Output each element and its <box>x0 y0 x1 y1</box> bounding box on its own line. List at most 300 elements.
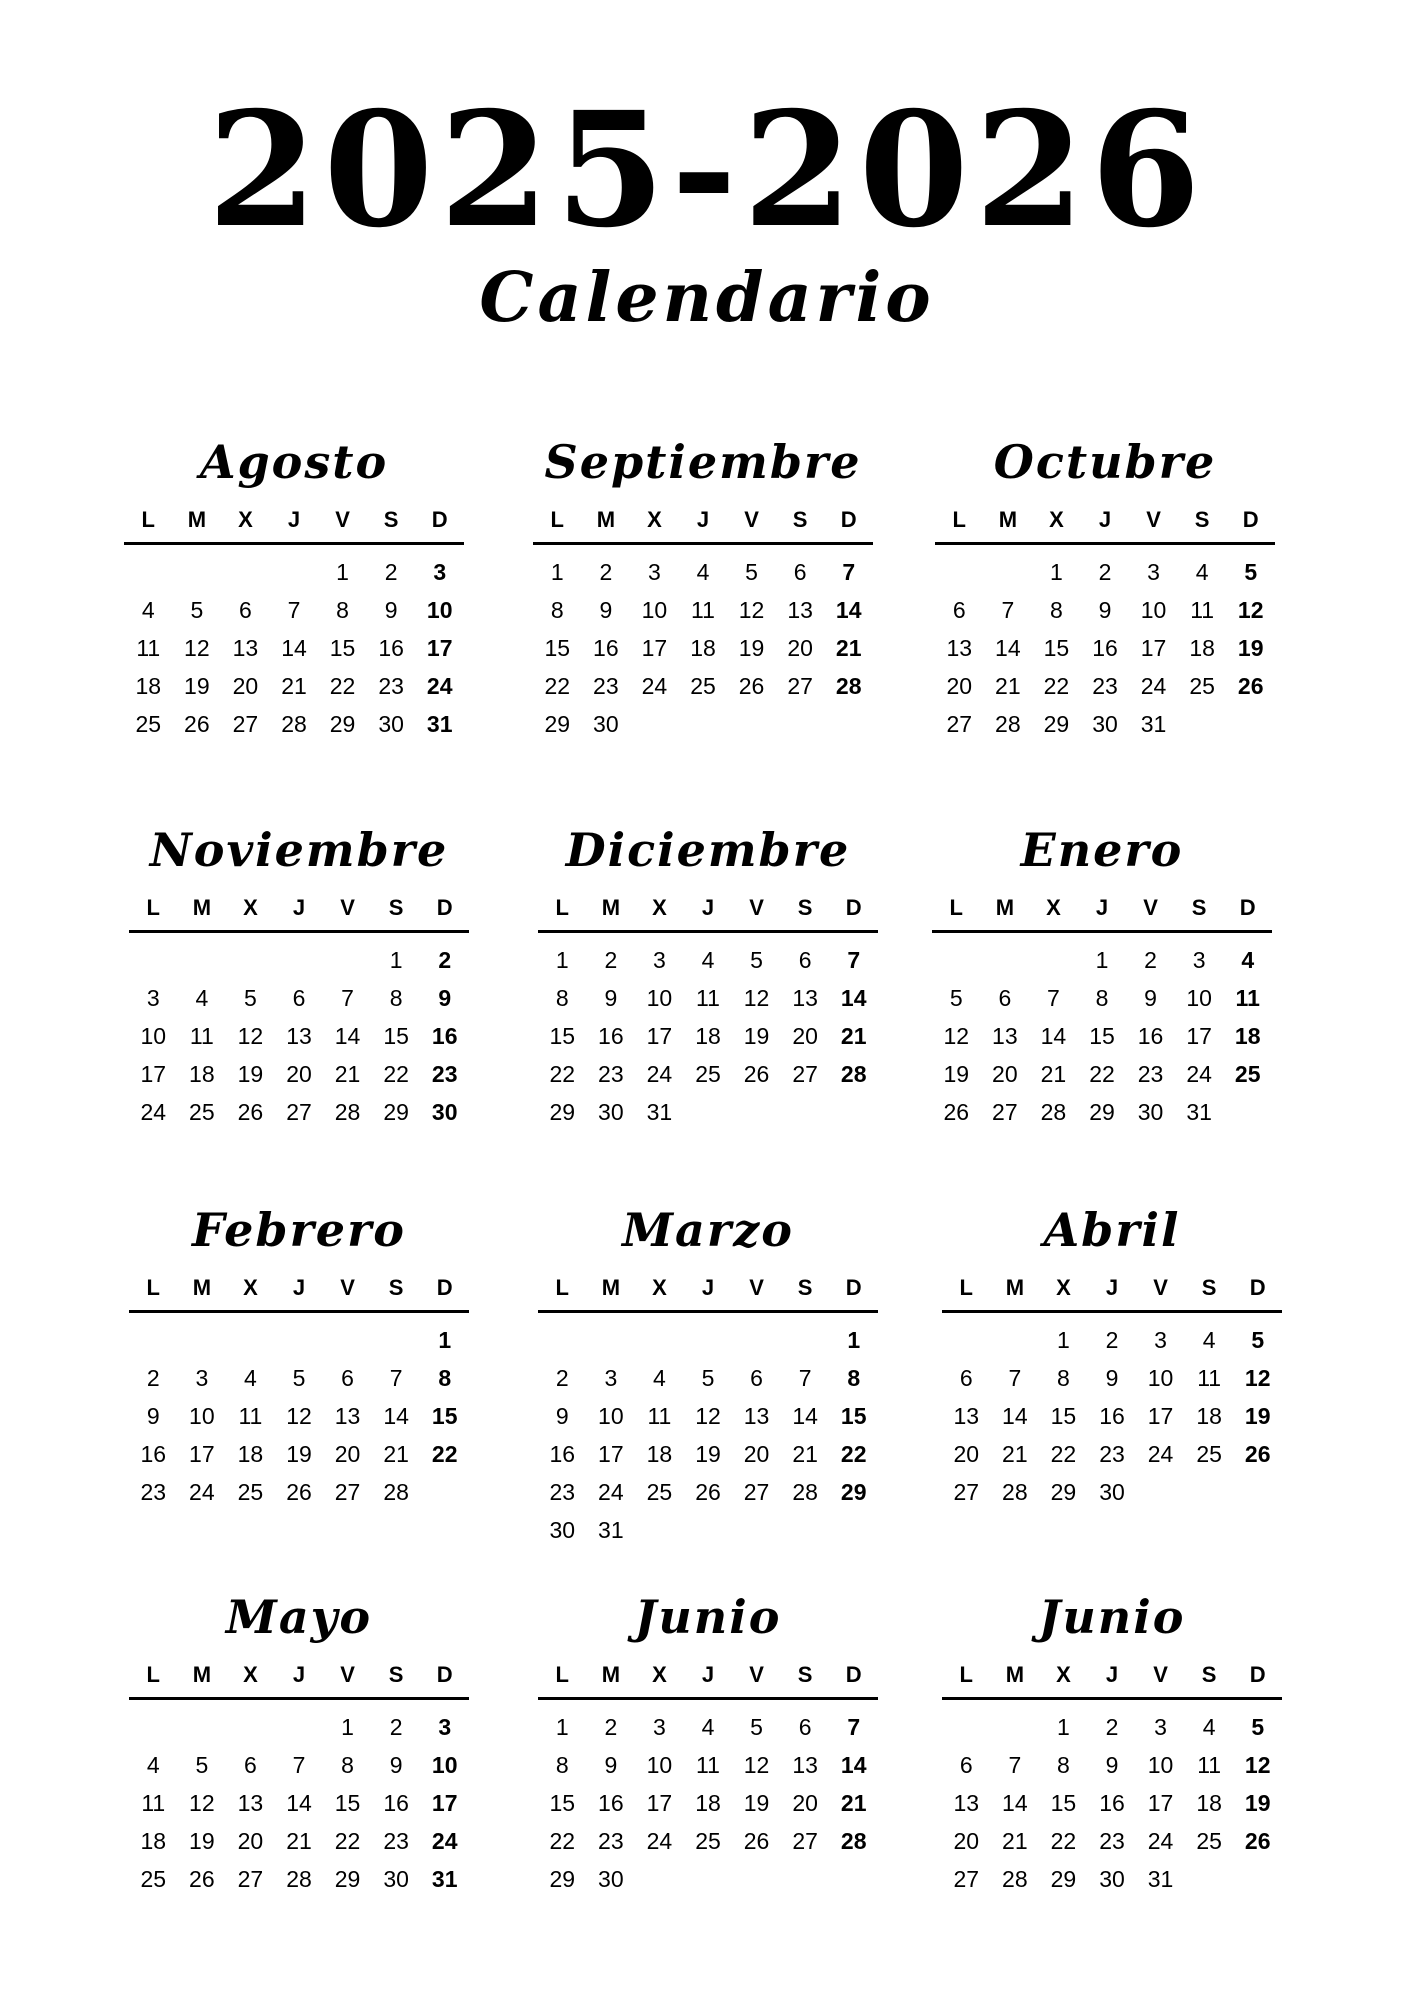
day-empty <box>323 941 372 979</box>
day-cell: 18 <box>646 1441 673 1467</box>
weekday-label: X <box>1056 1275 1071 1300</box>
day-cell: 23 <box>1092 673 1118 699</box>
weekday-label: L <box>555 1275 569 1300</box>
day-cell-sunday: 19 <box>1244 1403 1271 1429</box>
day-empty <box>538 1321 587 1359</box>
day-cell: 28 <box>995 711 1021 737</box>
day-cell: 7 <box>1008 1365 1022 1391</box>
day-cell: 20 <box>237 1828 264 1854</box>
day-empty <box>932 941 981 979</box>
month-enero <box>932 820 1272 1131</box>
day-cell-sunday: 8 <box>438 1365 452 1391</box>
day-cell-sunday: 11 <box>1235 985 1260 1011</box>
weekday-label: J <box>696 507 710 532</box>
month-junio <box>538 1587 878 1898</box>
weekday-label: D <box>436 895 453 920</box>
weekday-label: M <box>601 1275 621 1300</box>
day-cell: 18 <box>135 673 162 699</box>
day-cell-sunday: 1 <box>438 1327 452 1353</box>
day-grid <box>935 553 1275 743</box>
day-cell-sunday: 15 <box>840 1403 867 1429</box>
day-cell: 15 <box>1089 1023 1115 1049</box>
day-cell: 29 <box>544 711 571 737</box>
day-cell: 22 <box>549 1828 576 1854</box>
day-empty <box>226 941 275 979</box>
day-cell: 8 <box>555 985 569 1011</box>
day-cell: 2 <box>1105 1714 1119 1740</box>
weekday-header <box>129 894 469 933</box>
weekday-label: L <box>146 1662 160 1687</box>
day-cell: 15 <box>549 1023 576 1049</box>
day-cell: 11 <box>238 1403 263 1429</box>
weekday-label: D <box>1249 1275 1266 1300</box>
weekday-label: S <box>797 1662 813 1687</box>
day-cell: 13 <box>743 1403 770 1429</box>
day-cell-sunday: 14 <box>835 597 862 623</box>
day-cell: 2 <box>389 1714 403 1740</box>
day-cell: 13 <box>946 635 973 661</box>
month-agosto <box>124 432 464 743</box>
day-cell: 4 <box>195 985 209 1011</box>
page-subtitle: Calendario <box>479 258 935 338</box>
day-cell: 6 <box>244 1752 257 1778</box>
day-cell: 20 <box>792 1790 818 1816</box>
day-empty <box>684 1321 733 1359</box>
day-cell: 24 <box>1147 1828 1174 1854</box>
month-octubre <box>935 432 1275 743</box>
day-cell: 30 <box>598 1866 624 1892</box>
day-cell: 12 <box>189 1790 215 1816</box>
day-cell: 4 <box>244 1365 257 1391</box>
day-cell: 28 <box>286 1866 312 1892</box>
day-cell: 1 <box>389 947 403 973</box>
day-empty <box>587 1321 636 1359</box>
day-empty <box>270 553 319 591</box>
weekday-label: L <box>146 1275 160 1300</box>
day-cell-sunday: 31 <box>426 711 453 737</box>
day-cell: 19 <box>943 1061 970 1087</box>
day-cell: 27 <box>237 1866 264 1892</box>
weekday-label: X <box>652 1275 667 1300</box>
day-cell: 8 <box>555 1752 569 1778</box>
day-cell: 7 <box>292 1752 306 1778</box>
day-cell: 19 <box>738 635 765 661</box>
day-cell: 11 <box>1190 597 1215 623</box>
day-cell-sunday: 28 <box>840 1828 867 1854</box>
month-name: Mayo <box>225 1590 373 1644</box>
weekday-label: J <box>1098 507 1112 532</box>
day-empty <box>178 941 227 979</box>
weekday-label: V <box>749 1662 764 1687</box>
day-cell: 31 <box>1186 1099 1212 1125</box>
day-cell: 24 <box>1186 1061 1212 1087</box>
weekday-label: V <box>744 507 759 532</box>
day-cell: 25 <box>189 1099 215 1125</box>
day-cell-sunday: 24 <box>431 1828 458 1854</box>
day-cell: 4 <box>701 947 715 973</box>
day-cell: 17 <box>140 1061 167 1087</box>
day-cell-sunday: 3 <box>438 1714 452 1740</box>
day-cell: 29 <box>1050 1479 1077 1505</box>
day-cell: 17 <box>646 1023 673 1049</box>
day-cell: 9 <box>604 1752 618 1778</box>
day-cell-sunday: 8 <box>847 1365 861 1391</box>
day-cell: 8 <box>1050 597 1063 623</box>
day-cell: 16 <box>549 1441 576 1467</box>
day-cell: 5 <box>195 1752 209 1778</box>
weekday-header <box>935 506 1275 545</box>
day-cell: 10 <box>1147 1365 1174 1391</box>
day-cell: 29 <box>329 711 356 737</box>
day-cell: 25 <box>140 1866 167 1892</box>
weekday-label: V <box>1146 507 1161 532</box>
day-cell: 9 <box>555 1403 569 1429</box>
month-name: Junio <box>1038 1590 1186 1644</box>
day-cell-sunday: 5 <box>1251 1327 1265 1353</box>
weekday-label: V <box>340 1662 355 1687</box>
day-cell: 6 <box>959 1365 973 1391</box>
weekday-label: M <box>596 507 616 532</box>
day-cell-sunday: 22 <box>431 1441 458 1467</box>
weekday-header <box>942 1274 1282 1313</box>
day-cell: 11 <box>141 1790 166 1816</box>
day-cell: 18 <box>140 1828 167 1854</box>
day-cell: 10 <box>1186 985 1212 1011</box>
day-cell: 11 <box>691 597 715 623</box>
day-cell: 31 <box>598 1517 624 1543</box>
day-cell: 13 <box>334 1403 361 1429</box>
day-cell: 25 <box>1196 1828 1222 1854</box>
month-junio-2 <box>942 1587 1282 1898</box>
day-cell: 22 <box>1050 1828 1077 1854</box>
day-cell: 25 <box>1196 1441 1222 1467</box>
weekday-label: X <box>243 895 258 920</box>
day-cell: 24 <box>641 673 668 699</box>
day-cell: 3 <box>146 985 160 1011</box>
day-cell: 16 <box>383 1790 409 1816</box>
day-cell: 15 <box>1050 1403 1077 1429</box>
day-cell: 28 <box>1002 1866 1028 1892</box>
day-cell-sunday: 26 <box>1237 673 1264 699</box>
day-cell-sunday: 12 <box>1244 1752 1271 1778</box>
day-cell: 30 <box>1099 1866 1125 1892</box>
day-cell: 4 <box>146 1752 160 1778</box>
day-cell-sunday: 26 <box>1244 1828 1271 1854</box>
day-cell: 15 <box>334 1790 361 1816</box>
day-cell: 23 <box>598 1828 624 1854</box>
day-cell: 17 <box>598 1441 624 1467</box>
day-cell-sunday: 7 <box>847 947 861 973</box>
day-cell-sunday: 31 <box>431 1866 458 1892</box>
day-cell: 1 <box>1050 559 1063 585</box>
day-cell: 10 <box>140 1023 167 1049</box>
day-cell: 27 <box>992 1099 1018 1125</box>
weekday-label: X <box>652 1662 667 1687</box>
day-cell: 11 <box>136 635 161 661</box>
day-cell: 5 <box>750 1714 763 1740</box>
day-cell: 10 <box>1147 1752 1174 1778</box>
day-cell: 21 <box>1002 1828 1028 1854</box>
day-cell: 28 <box>334 1099 361 1125</box>
day-cell: 21 <box>1040 1061 1067 1087</box>
day-grid <box>538 1321 878 1549</box>
day-cell: 19 <box>286 1441 312 1467</box>
day-empty <box>173 553 222 591</box>
weekday-header <box>538 1274 878 1313</box>
day-cell: 12 <box>743 985 770 1011</box>
day-cell: 14 <box>1002 1790 1028 1816</box>
day-cell: 18 <box>695 1790 721 1816</box>
day-cell: 14 <box>281 635 307 661</box>
day-cell: 12 <box>943 1023 970 1049</box>
day-cell-sunday: 29 <box>840 1479 867 1505</box>
day-cell: 1 <box>341 1714 354 1740</box>
weekday-label: D <box>436 1662 453 1687</box>
day-cell: 19 <box>237 1061 264 1087</box>
day-cell: 5 <box>949 985 963 1011</box>
day-cell-sunday: 28 <box>840 1061 867 1087</box>
weekday-header <box>129 1274 469 1313</box>
day-empty <box>372 1321 421 1359</box>
day-cell: 10 <box>189 1403 215 1429</box>
day-cell: 16 <box>140 1441 167 1467</box>
day-cell: 6 <box>239 597 252 623</box>
day-cell: 2 <box>555 1365 569 1391</box>
weekday-label: J <box>287 507 301 532</box>
day-cell: 9 <box>604 985 618 1011</box>
day-cell: 4 <box>696 559 710 585</box>
day-cell: 22 <box>1043 673 1070 699</box>
day-cell: 24 <box>1147 1441 1174 1467</box>
day-empty <box>942 1708 991 1746</box>
day-cell: 14 <box>383 1403 409 1429</box>
month-name: Abril <box>1043 1203 1181 1257</box>
day-cell: 7 <box>1047 985 1060 1011</box>
weekday-label: L <box>141 507 155 532</box>
day-cell: 24 <box>1140 673 1167 699</box>
day-empty <box>635 1321 684 1359</box>
day-cell: 3 <box>1147 559 1160 585</box>
day-cell-sunday: 5 <box>1244 559 1258 585</box>
day-cell: 26 <box>286 1479 312 1505</box>
weekday-label: S <box>797 895 813 920</box>
day-cell: 21 <box>281 673 307 699</box>
weekday-header <box>538 894 878 933</box>
day-cell: 10 <box>641 597 668 623</box>
day-cell: 23 <box>383 1828 409 1854</box>
day-cell: 30 <box>593 711 619 737</box>
weekday-label: J <box>1095 895 1109 920</box>
day-cell: 22 <box>1050 1441 1077 1467</box>
day-cell: 18 <box>695 1023 721 1049</box>
day-cell: 3 <box>648 559 661 585</box>
day-cell: 18 <box>1189 635 1215 661</box>
day-cell: 13 <box>237 1790 264 1816</box>
day-cell: 13 <box>787 597 813 623</box>
day-cell: 5 <box>292 1365 306 1391</box>
weekday-label: L <box>959 1275 973 1300</box>
weekday-label: M <box>192 1662 212 1687</box>
day-empty <box>221 553 270 591</box>
day-cell: 20 <box>792 1023 818 1049</box>
day-cell: 9 <box>599 597 613 623</box>
day-cell: 13 <box>792 1752 818 1778</box>
day-cell: 17 <box>646 1790 673 1816</box>
day-grid <box>533 553 873 743</box>
day-cell: 24 <box>598 1479 624 1505</box>
day-cell: 18 <box>690 635 716 661</box>
day-cell: 23 <box>549 1479 576 1505</box>
day-cell-sunday: 10 <box>426 597 453 623</box>
day-cell: 1 <box>1057 1327 1070 1353</box>
day-grid <box>129 941 469 1131</box>
day-cell-sunday: 25 <box>1234 1061 1261 1087</box>
day-cell: 26 <box>184 711 210 737</box>
day-cell: 25 <box>135 711 162 737</box>
day-cell: 31 <box>646 1099 673 1125</box>
day-cell: 20 <box>787 635 813 661</box>
day-cell: 16 <box>598 1023 624 1049</box>
day-cell: 28 <box>792 1479 818 1505</box>
day-cell: 21 <box>792 1441 818 1467</box>
day-cell: 20 <box>946 673 973 699</box>
day-cell: 4 <box>1202 1714 1216 1740</box>
weekday-label: S <box>388 1275 404 1300</box>
day-cell: 26 <box>743 1061 770 1087</box>
weekday-label: V <box>749 895 764 920</box>
day-cell: 7 <box>287 597 301 623</box>
day-cell: 11 <box>189 1023 214 1049</box>
day-cell: 29 <box>1043 711 1070 737</box>
day-cell: 12 <box>695 1403 721 1429</box>
month-septiembre <box>533 432 873 743</box>
day-cell: 21 <box>286 1828 312 1854</box>
day-cell: 20 <box>992 1061 1018 1087</box>
day-cell: 7 <box>1008 1752 1022 1778</box>
weekday-label: D <box>845 1662 862 1687</box>
day-cell: 10 <box>598 1403 624 1429</box>
day-cell: 31 <box>1147 1866 1174 1892</box>
day-cell: 13 <box>953 1790 980 1816</box>
day-cell: 30 <box>378 711 404 737</box>
weekday-label: V <box>340 1275 355 1300</box>
day-cell: 29 <box>549 1866 576 1892</box>
day-cell: 25 <box>690 673 716 699</box>
weekday-label: X <box>652 895 667 920</box>
weekday-label: L <box>949 895 963 920</box>
day-cell: 27 <box>232 711 259 737</box>
day-cell: 10 <box>1140 597 1167 623</box>
weekday-label: J <box>292 895 306 920</box>
day-cell: 5 <box>745 559 758 585</box>
day-empty <box>124 553 173 591</box>
day-cell: 9 <box>1105 1365 1119 1391</box>
weekday-label: D <box>845 895 862 920</box>
day-cell: 10 <box>646 985 673 1011</box>
day-cell: 13 <box>232 635 259 661</box>
weekday-label: V <box>335 507 350 532</box>
weekday-label: D <box>1242 507 1259 532</box>
month-marzo <box>538 1200 878 1549</box>
day-cell: 8 <box>1095 985 1109 1011</box>
day-cell: 3 <box>1154 1714 1167 1740</box>
day-empty <box>226 1708 275 1746</box>
day-cell-sunday: 4 <box>1241 947 1255 973</box>
day-cell: 6 <box>959 1752 973 1778</box>
day-cell: 19 <box>695 1441 721 1467</box>
day-cell: 30 <box>1099 1479 1125 1505</box>
day-grid <box>129 1708 469 1898</box>
day-cell: 5 <box>244 985 257 1011</box>
day-cell-sunday: 19 <box>1237 635 1264 661</box>
day-empty <box>275 941 324 979</box>
day-cell: 30 <box>383 1866 409 1892</box>
day-cell: 21 <box>1002 1441 1028 1467</box>
day-cell-sunday: 9 <box>438 985 452 1011</box>
day-cell: 11 <box>647 1403 672 1429</box>
weekday-label: L <box>550 507 564 532</box>
day-cell: 20 <box>334 1441 361 1467</box>
day-cell: 22 <box>1089 1061 1115 1087</box>
day-cell: 7 <box>341 985 354 1011</box>
day-cell: 27 <box>953 1866 980 1892</box>
month-noviembre <box>129 820 469 1131</box>
day-empty <box>129 941 178 979</box>
month-febrero <box>129 1200 469 1511</box>
day-cell-sunday: 14 <box>840 1752 867 1778</box>
day-cell-sunday: 14 <box>840 985 867 1011</box>
day-cell: 19 <box>184 673 210 699</box>
day-cell-sunday: 23 <box>431 1061 458 1087</box>
day-cell: 20 <box>232 673 259 699</box>
month-name: Marzo <box>622 1203 794 1257</box>
day-empty <box>781 1321 830 1359</box>
weekday-label: V <box>749 1275 764 1300</box>
day-cell: 2 <box>604 947 618 973</box>
day-cell-sunday: 21 <box>840 1023 867 1049</box>
weekday-label: S <box>797 1275 813 1300</box>
weekday-label: M <box>192 1275 212 1300</box>
weekday-label: D <box>1239 895 1256 920</box>
day-cell: 25 <box>646 1479 673 1505</box>
weekday-header <box>538 1661 878 1700</box>
day-cell: 14 <box>286 1790 312 1816</box>
weekday-label: J <box>1105 1275 1119 1300</box>
day-cell-sunday: 12 <box>1244 1365 1271 1391</box>
day-cell: 1 <box>336 559 349 585</box>
day-cell: 16 <box>1099 1403 1125 1429</box>
day-cell: 22 <box>544 673 571 699</box>
day-cell: 18 <box>189 1061 215 1087</box>
day-cell: 28 <box>383 1479 409 1505</box>
day-grid <box>124 553 464 743</box>
day-cell-sunday: 5 <box>1251 1714 1265 1740</box>
weekday-label: X <box>647 507 662 532</box>
weekday-header <box>533 506 873 545</box>
day-cell-sunday: 2 <box>438 947 452 973</box>
weekday-label: D <box>436 1275 453 1300</box>
day-cell: 12 <box>738 597 765 623</box>
day-cell: 23 <box>1099 1441 1125 1467</box>
weekday-label: M <box>187 507 207 532</box>
weekday-header <box>124 506 464 545</box>
day-cell-sunday: 16 <box>431 1023 458 1049</box>
weekday-label: M <box>601 1662 621 1687</box>
day-cell: 20 <box>286 1061 312 1087</box>
day-cell: 26 <box>237 1099 264 1125</box>
day-cell: 22 <box>383 1061 409 1087</box>
weekday-label: L <box>555 895 569 920</box>
